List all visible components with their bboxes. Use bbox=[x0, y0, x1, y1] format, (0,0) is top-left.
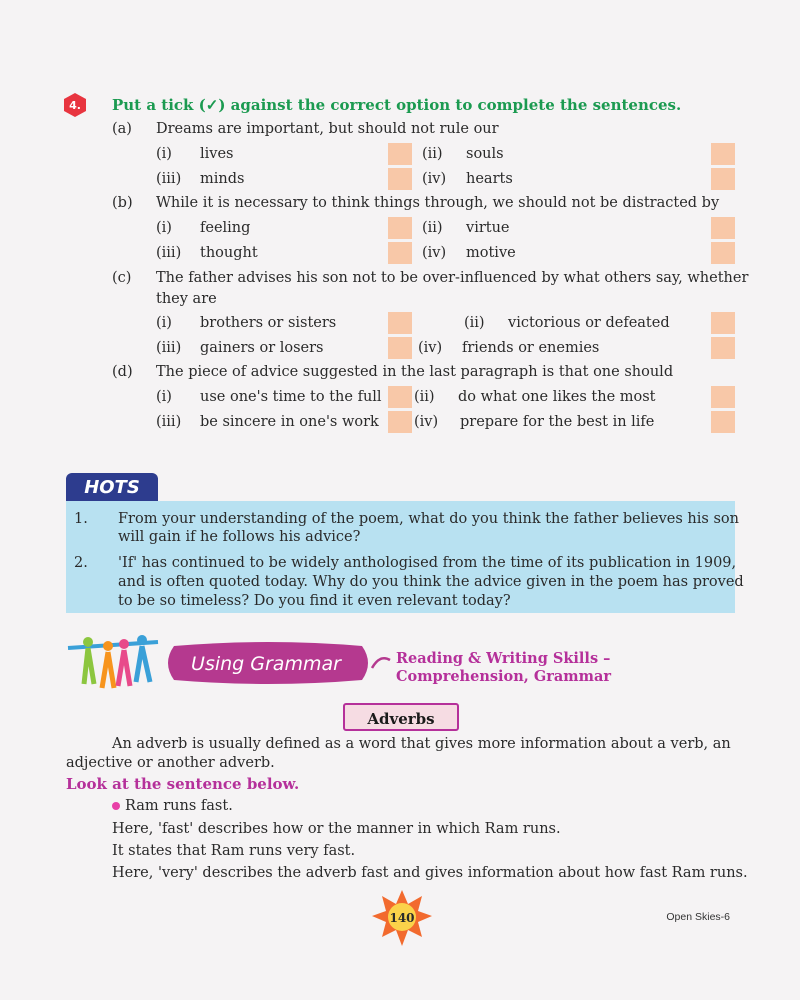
hots-question-cont: and is often quoted today. Why do you think the advice given in the poem has proved bbox=[118, 574, 744, 590]
option-text: feeling bbox=[200, 220, 251, 236]
hots-question: From your understanding of the poem, what do you think the father believes his son bbox=[118, 511, 739, 527]
tick-box[interactable] bbox=[388, 242, 412, 264]
question-instruction: Put a tick (✓) against the correct option to complete the sentences. bbox=[112, 96, 682, 114]
tick-box[interactable] bbox=[711, 143, 735, 165]
option-text: use one's time to the full bbox=[200, 389, 382, 405]
item-d-label: (d) bbox=[112, 364, 133, 380]
hots-question-cont: to be so timeless? Do you find it even relevant today? bbox=[118, 593, 511, 609]
option-text: thought bbox=[200, 245, 258, 261]
option-text: brothers or sisters bbox=[200, 315, 337, 331]
hots-item-num: 1. bbox=[74, 511, 88, 527]
option-num: (iii) bbox=[156, 171, 182, 187]
tick-box[interactable] bbox=[711, 217, 735, 239]
option-num: (i) bbox=[156, 389, 172, 405]
tick-box[interactable] bbox=[711, 312, 735, 334]
example-sentence bbox=[112, 798, 233, 814]
item-a-stem: Dreams are important, but should not rule our bbox=[156, 121, 499, 137]
tick-box[interactable] bbox=[388, 217, 412, 239]
item-b-label: (b) bbox=[112, 195, 133, 211]
option-num: (iii) bbox=[156, 414, 182, 430]
example-text: Ram runs fast. bbox=[125, 798, 233, 814]
look-heading: Look at the sentence below. bbox=[66, 775, 300, 793]
option-num: (iv) bbox=[422, 245, 447, 261]
option-num: (iv) bbox=[418, 340, 443, 356]
tick-box[interactable] bbox=[711, 168, 735, 190]
bullet-icon bbox=[112, 802, 120, 810]
option-num: (ii) bbox=[422, 146, 443, 162]
book-title: Open Skies-6 bbox=[666, 911, 730, 923]
option-num: (iii) bbox=[156, 245, 182, 261]
option-num: (iv) bbox=[422, 171, 447, 187]
item-d-stem: The piece of advice suggested in the last paragraph is that one should bbox=[156, 364, 674, 380]
option-text: hearts bbox=[466, 171, 513, 187]
definition: An adverb is usually defined as a word that gives more information about a verb, an bbox=[112, 736, 731, 752]
option-text: virtue bbox=[466, 220, 510, 236]
option-num: (ii) bbox=[422, 220, 443, 236]
banner-swirl-icon bbox=[370, 650, 392, 672]
page-number-star bbox=[372, 890, 432, 946]
question-number-badge bbox=[62, 92, 88, 118]
tick-box[interactable] bbox=[388, 337, 412, 359]
option-text: gainers or losers bbox=[200, 340, 324, 356]
hots-question: 'If' has continued to be widely anthologised from the time of its publication in 1909, bbox=[118, 555, 737, 571]
item-c-stem: The father advises his son not to be over-influenced by what others say, whether bbox=[156, 270, 749, 286]
skills-line-1: Reading & Writing Skills – bbox=[396, 650, 611, 667]
question-number: 4. bbox=[69, 99, 81, 112]
using-grammar-banner bbox=[162, 642, 374, 684]
option-text: prepare for the best in life bbox=[460, 414, 655, 430]
option-text: be sincere in one's work bbox=[200, 414, 379, 430]
option-num: (iv) bbox=[414, 414, 439, 430]
option-text: motive bbox=[466, 245, 516, 261]
option-text: victorious or defeated bbox=[508, 315, 670, 331]
option-text: friends or enemies bbox=[462, 340, 600, 356]
option-text: minds bbox=[200, 171, 245, 187]
option-num: (i) bbox=[156, 315, 172, 331]
item-c-label: (c) bbox=[112, 270, 132, 286]
option-num: (i) bbox=[156, 220, 172, 236]
hots-tab: HOTS bbox=[66, 473, 158, 503]
option-num: (i) bbox=[156, 146, 172, 162]
tick-box[interactable] bbox=[711, 242, 735, 264]
tick-box[interactable] bbox=[388, 411, 412, 433]
item-c-stem-cont: they are bbox=[156, 291, 217, 307]
hots-item-num: 2. bbox=[74, 555, 88, 571]
tick-box[interactable] bbox=[711, 386, 735, 408]
definition-cont: adjective or another adverb. bbox=[66, 755, 275, 771]
option-text: souls bbox=[466, 146, 504, 162]
tick-box[interactable] bbox=[711, 337, 735, 359]
people-icon bbox=[66, 634, 162, 692]
option-num: (iii) bbox=[156, 340, 182, 356]
option-text: lives bbox=[200, 146, 234, 162]
tick-box[interactable] bbox=[388, 386, 412, 408]
tick-box[interactable] bbox=[388, 312, 412, 334]
item-a-label: (a) bbox=[112, 121, 132, 137]
topic-heading: Adverbs bbox=[343, 703, 459, 731]
hots-question-cont: will gain if he follows his advice? bbox=[118, 529, 361, 545]
tick-box[interactable] bbox=[388, 168, 412, 190]
item-b-stem: While it is necessary to think things through, we should not be distracted by bbox=[156, 195, 720, 211]
option-num: (ii) bbox=[464, 315, 485, 331]
option-text: do what one likes the most bbox=[458, 389, 656, 405]
skills-line-2: Comprehension, Grammar bbox=[396, 668, 611, 685]
explanation: Here, 'fast' describes how or the manner in which Ram runs. bbox=[112, 821, 561, 837]
explanation: Here, 'very' describes the adverb fast and gives information about how fast Ram runs. bbox=[112, 865, 748, 881]
tick-box[interactable] bbox=[711, 411, 735, 433]
tick-box[interactable] bbox=[388, 143, 412, 165]
explanation: It states that Ram runs very fast. bbox=[112, 843, 356, 859]
page-number: 140 bbox=[389, 911, 415, 925]
option-num: (ii) bbox=[414, 389, 435, 405]
banner-label: Using Grammar bbox=[191, 653, 341, 675]
